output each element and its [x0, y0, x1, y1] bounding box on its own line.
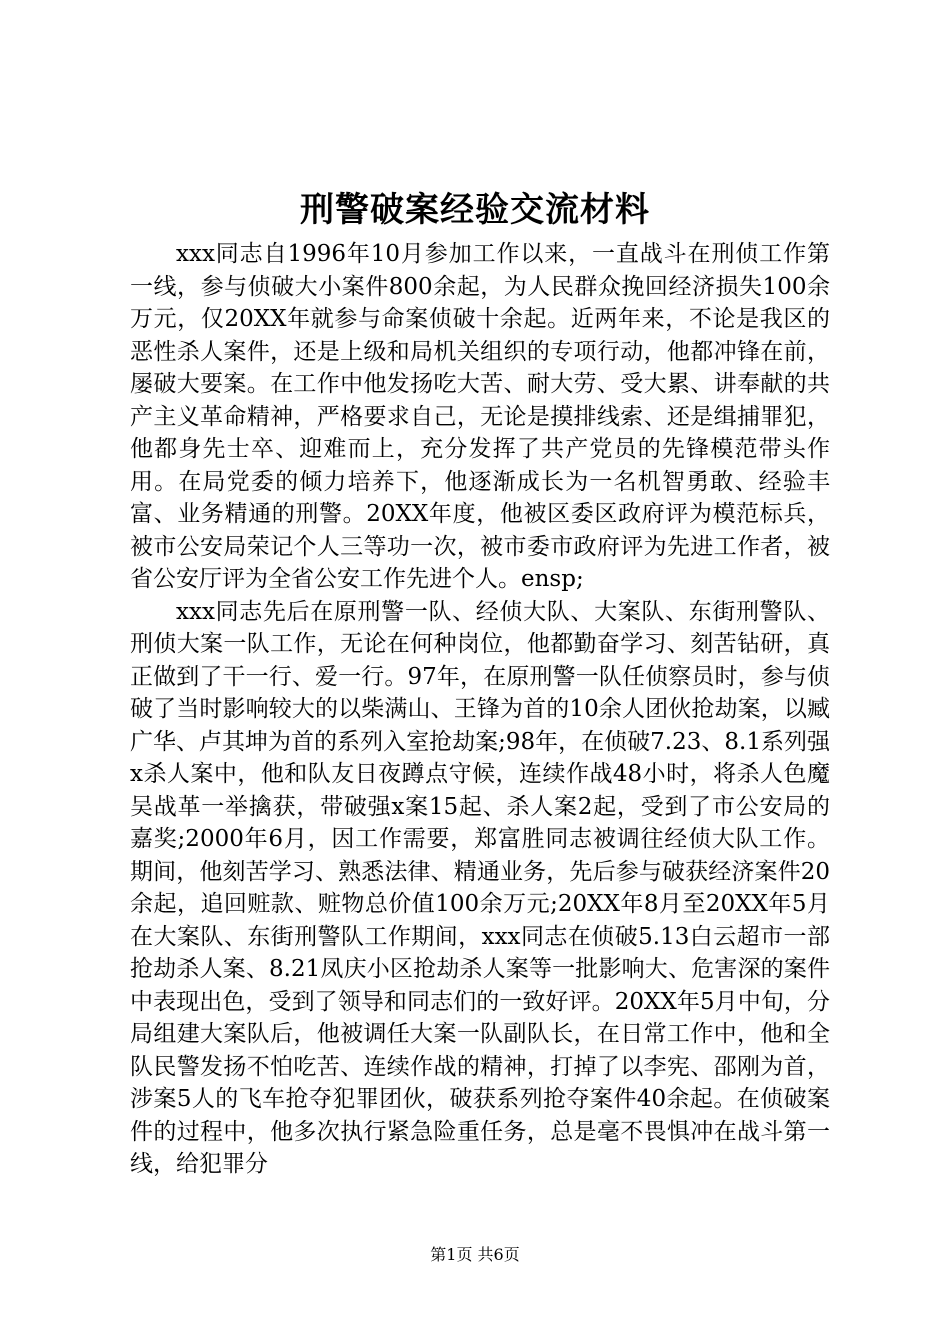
document-body — [130, 238, 830, 1181]
page-number-footer: 第1页 共6页 — [430, 1245, 520, 1264]
paragraph-1: xxx同志自1996年10月参加工作以来，一直战斗在刑侦工作第一线，参与侦破大小案件800余起，为人民群众挽回经济损失100余万元，仅20XX年就参与命案侦破十余起。近两年来，不论是我区的恶性杀人案件，还是上级和局机关组织的专项行动，他都冲锋在前，屡破大要案。在工作中他发扬吃大苦、耐大劳、受大累、讲奉献的共产主义革命精神，严格要求自己，无论是摸排线索、还是缉捕罪犯，他都身先士卒、迎难而上，充分发挥了共产党员的先锋模范带头作用。在局党委的倾力培养下，他逐渐成长为一名机智勇敢、经验丰富、业务精通的刑警。20XX年度，他被区委区政府评为模范标兵，被市公安局荣记个人三等功一次，被市委市政府评为先进工作者，被省公安厅评为全省公安工作先进个人。ensp; — [130, 241, 830, 592]
document-title: 刑警破案经验交流材料 — [300, 190, 650, 230]
paragraph-2: xxx同志先后在原刑警一队、经侦大队、大案队、东街刑警队、刑侦大案一队工作，无论在何种岗位，他都勤奋学习、刻苦钻研，真正做到了干一行、爱一行。97年，在原刑警一队任侦察员时，参与侦破了当时影响较大的以柴满山、王锋为首的10余人团伙抢劫案，以臧广华、卢其坤为首的系列入室抢劫案;98年，在侦破7.23、8.1系列强x杀人案中，他和队友日夜蹲点守候，连续作战48小时，将杀人色魔吴战革一举擒获，带破强x案15起、杀人案2起，受到了市公安局的嘉奖;2000年6月，因工作需要，郑富胜同志被调往经侦大队工作。期间，他刻苦学习、熟悉法律、精通业务，先后参与破获经济案件20余起，追回赃款、赃物总价值100余万元;20XX年8月至20XX年5月在大案队、东街刑警队工作期间，xxx同志在侦破5.13白云超市一部抢劫杀人案、8.21凤庆小区抢劫杀人案等一批影响大、危害深的案件中表现出色，受到了领导和同志们的一致好评。20XX年5月中旬，分局组建大案队后，他被调任大案一队副队长，在日常工作中，他和全队民警发扬不怕吃苦、连续作战的精神，打掉了以李宪、邵刚为首，涉案5人的飞车抢夺犯罪团伙，破获系列抢夺案件40余起。在侦破案件的过程中，他多次执行紧急险重任务，总是毫不畏惧冲在战斗第一线，给犯罪分 — [130, 598, 830, 1177]
